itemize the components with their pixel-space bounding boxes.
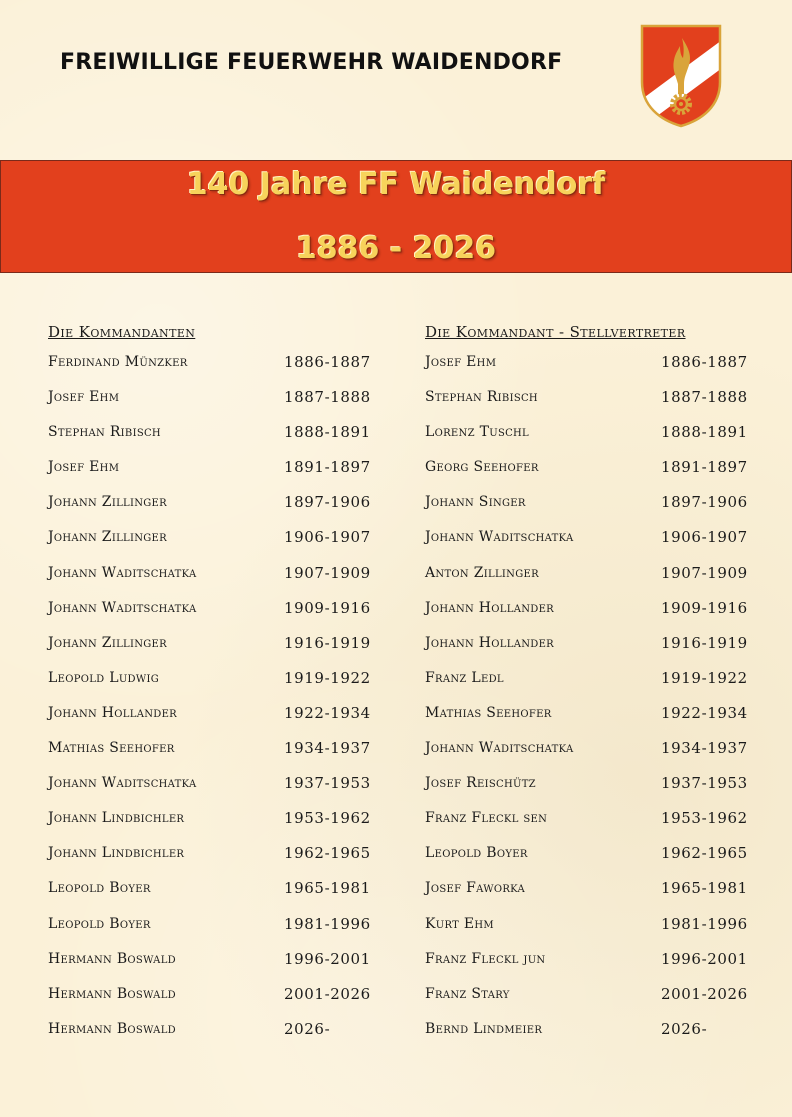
term-years: 1916-1919 [284,633,371,652]
person-name: Johann Singer [425,494,526,511]
term-years: 1981-1996 [284,914,371,933]
term-years: 1888-1891 [284,423,371,442]
person-name: Ferdinand Münzker [48,354,188,370]
list-item [425,458,748,493]
list-item [425,703,748,739]
term-years: 1906-1907 [661,528,748,547]
list-item [425,598,748,634]
person-name: Stephan Ribisch [48,424,161,441]
list-item [425,844,748,879]
person-name: Josef Reischütz [425,775,536,792]
term-years: 1919-1922 [284,668,371,687]
list-item [48,914,371,950]
term-years: 1909-1916 [661,598,748,617]
person-name: Mathias Seehofer [425,704,552,721]
term-years: 1996-2001 [284,949,371,968]
person-name: Lorenz Tuschl [425,424,530,441]
term-years: 1886-1887 [661,353,748,371]
person-name: Johann Hollander [48,704,178,721]
person-name: Leopold Ludwig [48,669,159,686]
list-item [48,703,371,739]
list-item [425,1019,708,1055]
stellvertreter-column [425,320,748,1055]
term-years: 1897-1906 [661,493,748,512]
person-name: Johann Waditschatka [425,529,574,546]
person-name: Johann Waditschatka [425,740,574,757]
person-name: Bernd Lindmeier [425,1020,543,1037]
list-item [425,914,748,950]
list-item [48,984,371,1020]
term-years: 1887-1888 [284,388,371,407]
list-item [48,1019,331,1055]
list-item [48,563,371,599]
kommandanten-column [48,320,371,1055]
term-years: 1934-1937 [661,739,748,758]
term-years: 1965-1981 [284,879,371,898]
term-years: 1965-1981 [661,879,748,898]
kommandanten-list [48,353,371,1055]
person-name: Johann Waditschatka [48,599,197,616]
list-item [425,668,748,704]
anniversary-banner [0,160,792,273]
person-name: Hermann Boswald [48,1020,176,1037]
page-header-title: FREIWILLIGE FEUERWEHR WAIDENDORF [60,50,563,75]
term-years: 2026- [661,1019,708,1038]
person-name: Georg Seehofer [425,459,539,476]
person-name: Leopold Boyer [48,915,151,932]
person-name: Johann Zillinger [48,634,167,651]
person-name: Franz Fleckl jun [425,950,546,967]
list-item [425,423,748,458]
term-years: 1953-1962 [661,809,748,828]
person-name: Hermann Boswald [48,950,176,967]
term-years: 1916-1919 [661,633,748,652]
list-item [425,774,748,809]
term-years: 1887-1888 [661,388,748,407]
person-name: Josef Ehm [48,459,120,476]
list-item [425,493,748,528]
banner-title: 140 Jahre FF Waidendorf [186,167,606,202]
term-years: 1891-1897 [661,458,748,477]
term-years: 1953-1962 [284,809,371,828]
term-years: 1906-1907 [284,528,371,547]
person-name: Josef Faworka [425,880,526,897]
list-item [48,879,371,914]
term-years: 1996-2001 [661,949,748,968]
person-name: Leopold Boyer [48,880,151,897]
term-years: 1907-1909 [284,563,371,582]
term-years: 1962-1965 [284,844,371,863]
list-item [48,739,371,774]
term-years: 1937-1953 [661,774,748,793]
person-name: Johann Waditschatka [48,564,197,581]
fire-brigade-crest-icon [640,24,722,128]
list-item [425,353,748,388]
person-name: Johann Zillinger [48,529,167,546]
list-item [48,353,371,388]
term-years: 2026- [284,1019,331,1038]
list-item [425,563,748,599]
list-item [48,844,371,879]
list-item [425,879,748,914]
term-years: 1922-1934 [284,703,371,722]
person-name: Johann Hollander [425,634,555,651]
person-name: Johann Hollander [425,599,555,616]
person-name: Franz Ledl [425,669,504,686]
list-item [48,423,371,458]
term-years: 1962-1965 [661,844,748,863]
list-item [48,493,371,528]
term-years: 1886-1887 [284,353,371,371]
person-name: Hermann Boswald [48,985,176,1002]
term-years: 2001-2026 [284,984,371,1003]
list-item [425,528,748,563]
list-item [425,633,748,669]
list-item [425,809,748,844]
term-years: 1981-1996 [661,914,748,933]
list-item [48,598,371,634]
term-years: 1919-1922 [661,668,748,687]
term-years: 1888-1891 [661,423,748,442]
list-item [48,949,371,985]
term-years: 1891-1897 [284,458,371,477]
term-years: 1922-1934 [661,703,748,722]
stellvertreter-heading: Die Kommandant - Stellvertreter [425,323,686,341]
list-item [425,949,748,985]
list-item [48,528,371,563]
person-name: Franz Stary [425,985,510,1002]
stellvertreter-list [425,353,748,1055]
list-item [48,458,371,493]
list-item [48,388,371,423]
list-item [425,984,748,1020]
person-name: Franz Fleckl sen [425,810,548,827]
list-item [425,739,748,774]
person-name: Johann Zillinger [48,494,167,511]
person-name: Mathias Seehofer [48,740,175,757]
term-years: 1897-1906 [284,493,371,512]
person-name: Anton Zillinger [425,564,539,581]
person-name: Josef Ehm [48,389,120,406]
term-years: 1934-1937 [284,739,371,758]
person-name: Josef Ehm [425,354,497,370]
list-item [48,809,371,844]
term-years: 1909-1916 [284,598,371,617]
list-item [48,668,371,704]
term-years: 1937-1953 [284,774,371,793]
person-name: Kurt Ehm [425,915,494,932]
banner-years: 1886 - 2026 [295,231,497,266]
term-years: 2001-2026 [661,984,748,1003]
person-name: Johann Waditschatka [48,775,197,792]
kommandanten-heading: Die Kommandanten [48,323,196,341]
list-item [48,774,371,809]
person-name: Stephan Ribisch [425,389,538,406]
term-years: 1907-1909 [661,563,748,582]
list-item [48,633,371,669]
person-name: Johann Lindbichler [48,810,185,827]
list-item [425,388,748,423]
person-name: Leopold Boyer [425,845,528,862]
person-name: Johann Lindbichler [48,845,185,862]
